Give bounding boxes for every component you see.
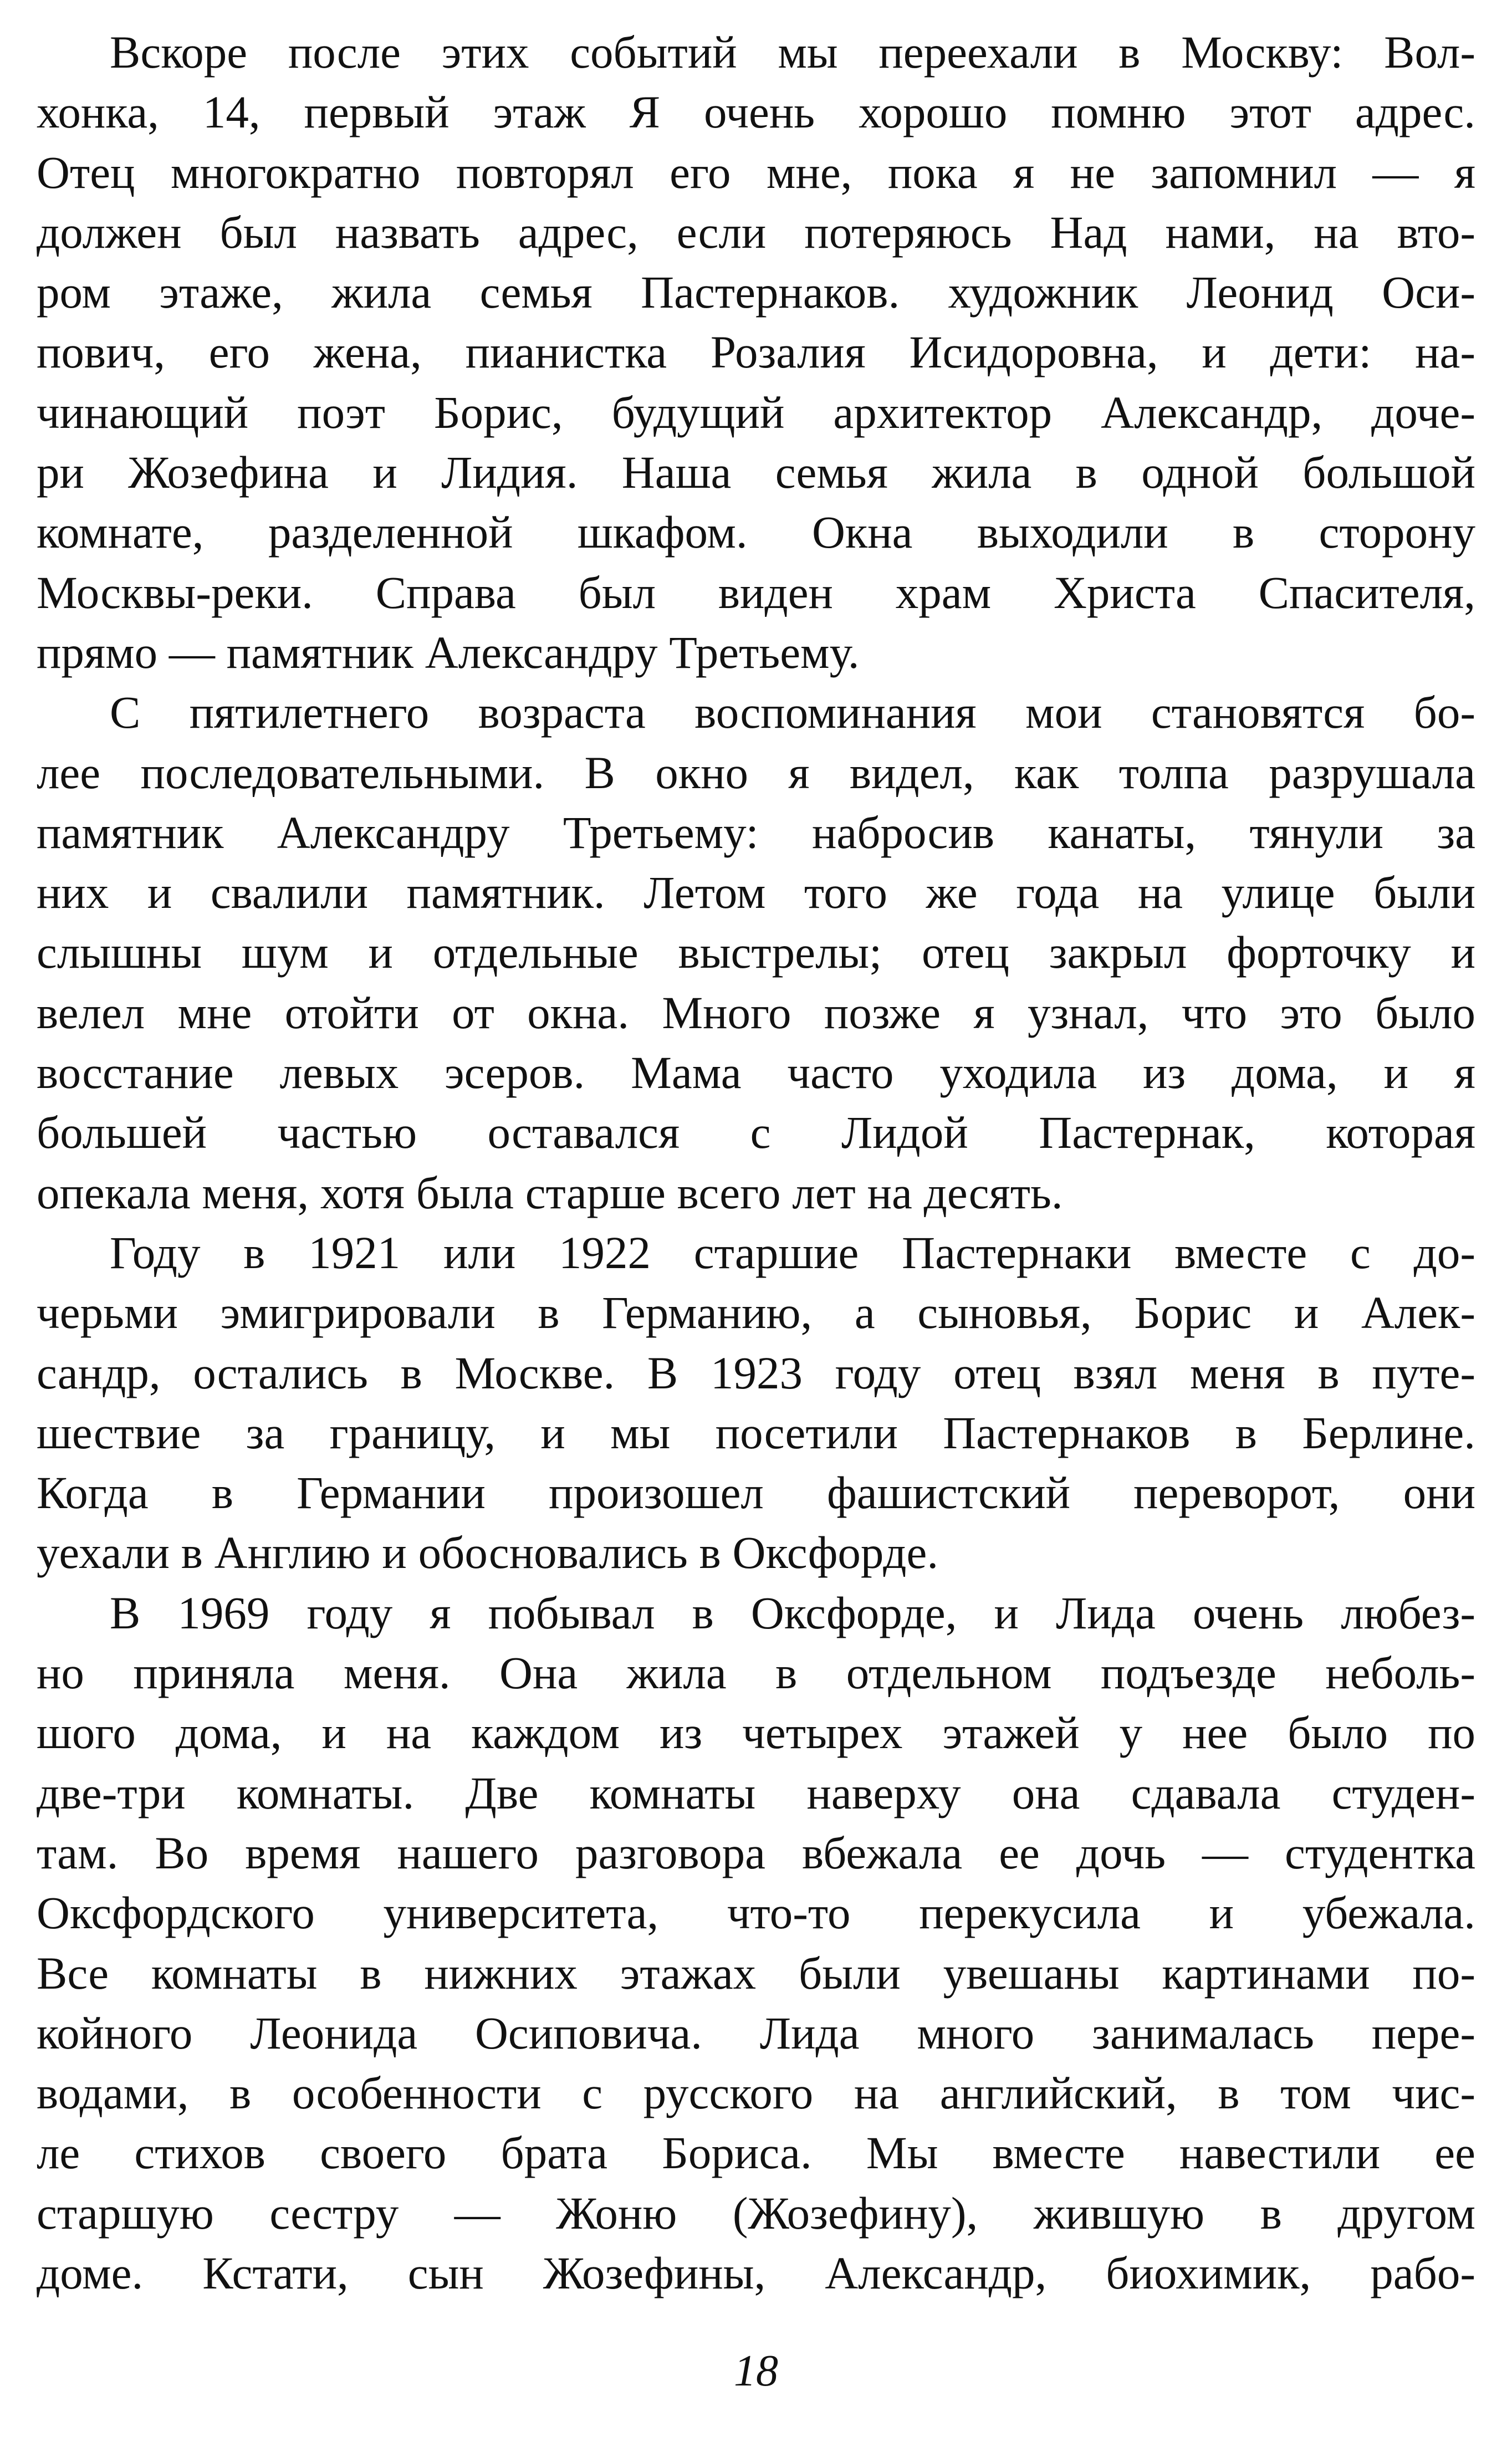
text-line: велел мне отойти от окна. Много позже я узнал, что это было: [37, 987, 1475, 1038]
text-line: прямо — памятник Александру Третьему.: [37, 626, 860, 678]
text-line: черьми эмигрировали в Германию, а сыновья, Борис и Алек-: [37, 1287, 1475, 1339]
text-line: уехали в Англию и обосновались в Оксфорде.: [37, 1527, 939, 1578]
text-line: слышны шум и отдельные выстрелы; отец закрыл форточку и: [37, 927, 1475, 978]
page-body: [37, 22, 1475, 2303]
text-line: В 1969 году я побывал в Оксфорде, и Лида очень любез-: [110, 1587, 1475, 1638]
text-line: восстание левых эсеров. Мама часто уходила из дома, и я: [37, 1047, 1475, 1099]
text-line: памятник Александру Третьему: набросив канаты, тянули за: [37, 806, 1475, 858]
paragraph: [37, 1223, 1475, 1583]
text-line: койного Леонида Осиповича. Лида много занималась пере-: [37, 2007, 1475, 2058]
text-line: ром этаже, жила семья Пастернаков. художник Леонид Оси-: [37, 267, 1475, 318]
text-line: но приняла меня. Она жила в отдельном подъезде неболь-: [37, 1647, 1475, 1699]
text-line: ри Жозефина и Лидия. Наша семья жила в одной большой: [37, 447, 1475, 498]
text-line: Году в 1921 или 1922 старшие Пастернаки вместе с до-: [110, 1227, 1475, 1278]
text-line: Вскоре после этих событий мы переехали в Москву: Вол-: [110, 27, 1475, 78]
paragraph: [37, 22, 1475, 682]
page-number: 18: [734, 2347, 778, 2395]
text-line: чинающий поэт Борис, будущий архитектор Александр, доче-: [37, 386, 1475, 438]
text-line: должен был назвать адрес, если потеряюсь Над нами, на вто-: [37, 206, 1475, 258]
text-line: лее последовательными. В окно я видел, как толпа разрушала: [37, 747, 1475, 798]
text-line: комнате, разделенной шкафом. Окна выходили в сторону: [37, 507, 1475, 558]
text-line: водами, в особенности с русского на английский, в том чис-: [37, 2067, 1475, 2119]
text-line: Все комнаты в нижних этажах были увешаны картинами по-: [37, 1947, 1475, 1999]
text-line: опекала меня, хотя была старше всего лет на десять.: [37, 1167, 1063, 1218]
text-line: там. Во время нашего разговора вбежала ее дочь — студентка: [37, 1827, 1475, 1878]
text-line: ле стихов своего брата Бориса. Мы вместе навестили ее: [37, 2127, 1475, 2179]
text-line: шествие за границу, и мы посетили Пастернаков в Берлине.: [37, 1407, 1475, 1458]
text-line: Отец многократно повторял его мне, пока я не запомнил — я: [37, 146, 1475, 198]
text-line: них и свалили памятник. Летом того же года на улице были: [37, 867, 1475, 918]
text-line: Оксфордского университета, что-то перекусила и убежала.: [37, 1887, 1475, 1939]
text-line: пович, его жена, пианистка Розалия Исидоровна, и дети: на-: [37, 326, 1475, 378]
text-line: шого дома, и на каждом из четырех этажей у нее было по: [37, 1707, 1475, 1759]
text-line: С пятилетнего возраста воспоминания мои становятся бо-: [110, 687, 1475, 738]
text-line: Москвы-реки. Справа был виден храм Христа Спасителя,: [37, 566, 1475, 618]
text-line: сандр, остались в Москве. В 1923 году отец взял меня в путе-: [37, 1347, 1475, 1398]
text-line: старшую сестру — Жоню (Жозефину), жившую в другом: [37, 2187, 1475, 2239]
paragraph: [37, 1583, 1475, 2303]
text-line: Когда в Германии произошел фашистский переворот, они: [37, 1467, 1475, 1519]
text-line: две-три комнаты. Две комнаты наверху она сдавала студен-: [37, 1767, 1475, 1818]
text-line: хонка, 14, первый этаж Я очень хорошо помню этот адрес.: [37, 86, 1475, 138]
text-line: доме. Кстати, сын Жозефины, Александр, биохимик, рабо-: [37, 2247, 1475, 2298]
text-line: большей частью оставался с Лидой Пастернак, которая: [37, 1107, 1475, 1158]
paragraph: [37, 682, 1475, 1223]
